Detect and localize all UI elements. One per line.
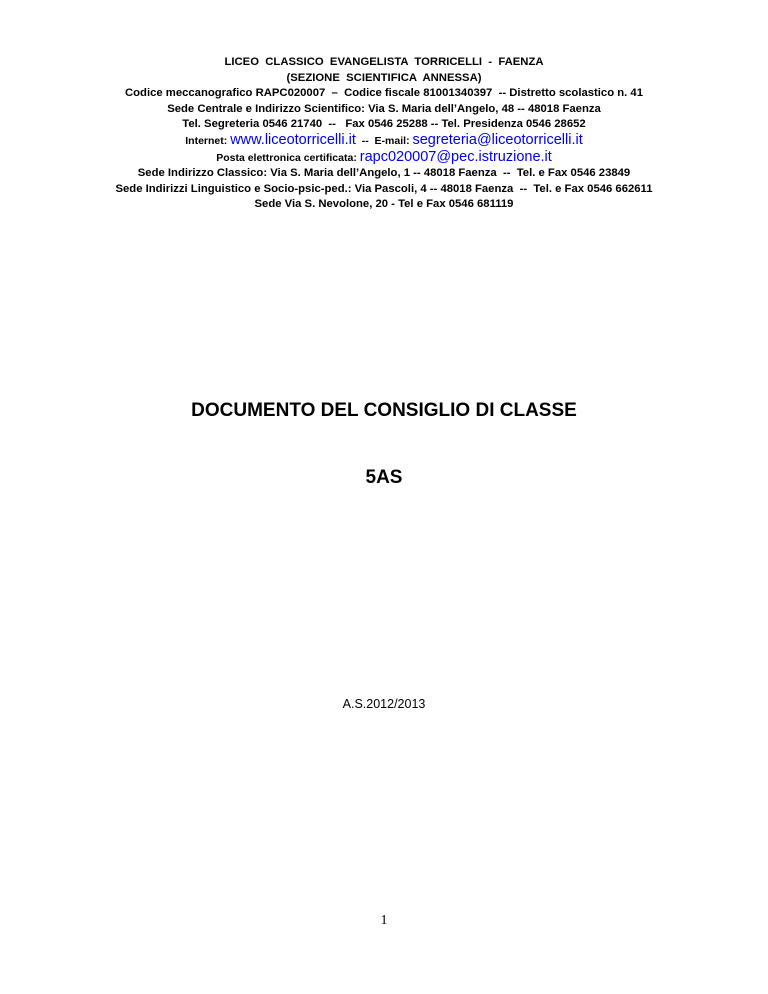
school-codes: Codice meccanografico RAPC020007 – Codice fiscale 81001340397 -- Distretto scolastico n. 41 [124,87,643,100]
page-number: 1 [380,913,388,928]
classical-seat-address: Sede Indirizzo Classico: Via S. Maria dell’Angelo, 1 -- 48018 Faenza -- Tel. e Fax 0546 23849 [137,167,631,180]
school-section: (SEZIONE SCIENTIFICA ANNESSA) [286,71,482,84]
email-label: -- E-mail: [355,134,413,147]
school-year: A.S.2012/2013 [342,697,426,711]
internet-label: Internet: [185,134,231,147]
contact-line [0,133,768,150]
school-name: LICEO CLASSICO EVANGELISTA TORRICELLI - FAENZA [224,56,544,68]
email-link[interactable]: segreteria@liceotorricelli.it [412,131,583,148]
pec-label: Posta elettronica certificata: [216,151,360,164]
website-link[interactable]: www.liceotorricelli.it [230,131,356,148]
main-seat-address: Sede Centrale e Indirizzo Scientifico: Via S. Maria dell’Angelo, 48 -- 48018 Faenza [167,102,601,115]
pec-link[interactable]: rapc020007@pec.istruzione.it [359,148,552,165]
phone-numbers: Tel. Segreteria 0546 21740 -- Fax 0546 25288 -- Tel. Presidenza 0546 28652 [182,118,586,131]
letterhead [0,55,768,213]
document-title: DOCUMENTO DEL CONSIGLIO DI CLASSE [191,400,577,421]
nevolone-seat-address: Sede Via S. Nevolone, 20 - Tel e Fax 0546 681119 [254,198,514,211]
class-name: 5AS [365,467,403,488]
pec-line [0,150,768,167]
linguistic-seat-address: Sede Indirizzi Linguistico e Socio-psic-ped.: Via Pascoli, 4 -- 48018 Faenza -- Tel. e Fax 0546 662611 [115,182,653,195]
